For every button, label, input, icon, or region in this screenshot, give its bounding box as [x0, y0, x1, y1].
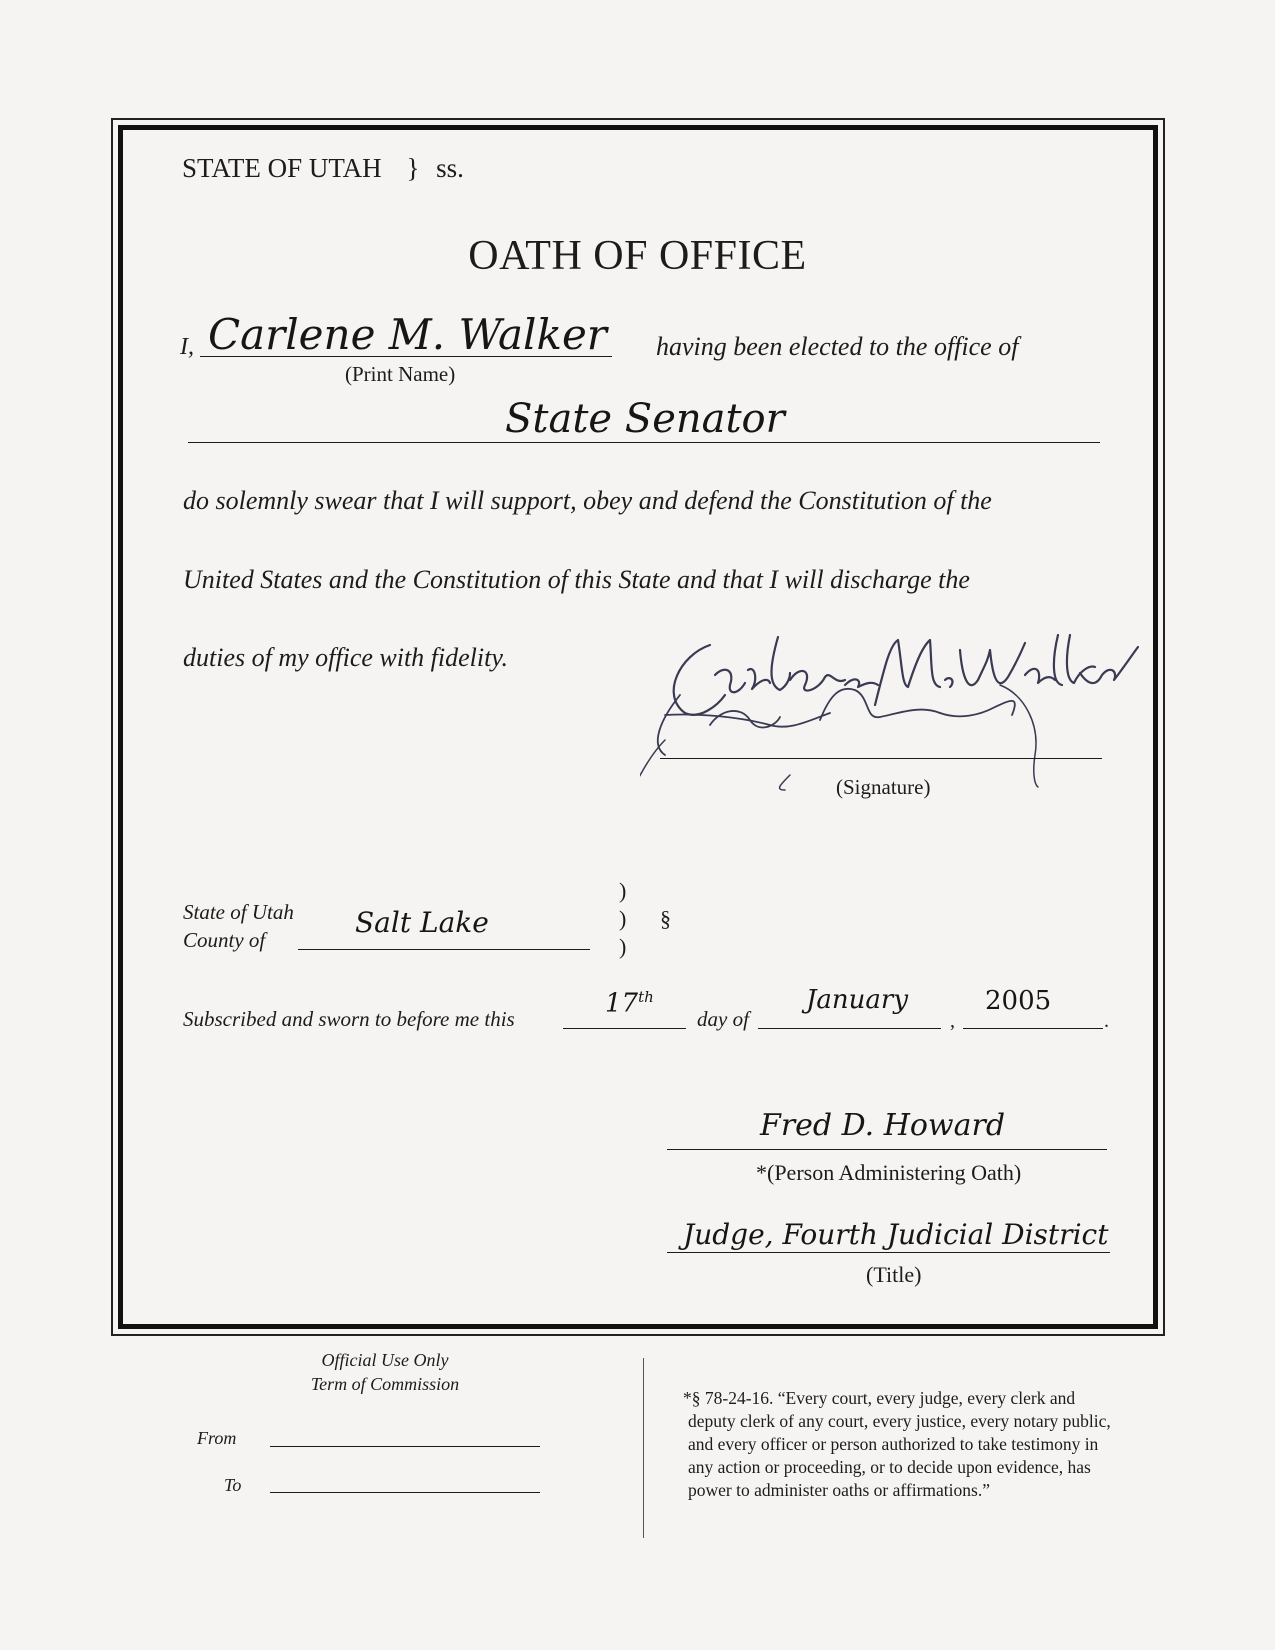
i-label: I, [180, 334, 194, 360]
office-value: State Senator [505, 396, 785, 442]
day-of-text: day of [697, 1007, 749, 1031]
day-line [563, 1028, 686, 1029]
page-title: OATH OF OFFICE [468, 233, 807, 279]
state-header [182, 153, 464, 184]
month-value: January [806, 985, 909, 1015]
print-name-caption: (Print Name) [345, 362, 456, 386]
footer-divider [643, 1358, 644, 1538]
footnote-line-1: *§ 78-24-16. “Every court, every judge, every clerk and [683, 1388, 1076, 1408]
signature-caption: (Signature) [836, 775, 931, 799]
county-line [298, 949, 590, 950]
print-name-value: Carlene M. Walker [208, 310, 607, 359]
footnote-line-3: and every officer or person authorized to take testimony in [688, 1434, 1099, 1454]
date-period: . [1104, 1010, 1109, 1032]
print-name-line [200, 356, 612, 357]
county-value: Salt Lake [355, 906, 489, 939]
header-brace: } [406, 153, 420, 183]
oath-body-line-2: United States and the Constitution of this State and that I will discharge the [183, 565, 970, 594]
footnote-line-5: power to administer oaths or affirmations.” [688, 1480, 990, 1500]
term-of-commission-heading: Term of Commission [310, 1374, 460, 1394]
administrator-name-value: Fred D. Howard [760, 1108, 1006, 1143]
administrator-title-line [667, 1252, 1110, 1253]
year-value: 2005 [985, 986, 1052, 1016]
header-ss: ss. [436, 153, 464, 183]
to-line [270, 1492, 540, 1493]
elected-text: having been elected to the office of [656, 332, 1019, 361]
office-line [188, 442, 1100, 443]
from-line [270, 1446, 540, 1447]
state-header-text: STATE OF UTAH [182, 153, 382, 183]
to-label: To [224, 1475, 242, 1495]
venue-paren-2: ) [619, 906, 627, 931]
administrator-name-caption: *(Person Administering Oath) [756, 1160, 1022, 1185]
administrator-title-caption: (Title) [866, 1262, 922, 1287]
day-number: 17 [605, 988, 639, 1019]
venue-section-mark: § [660, 906, 671, 931]
oath-body-line-1: do solemnly swear that I will support, obey and defend the Constitution of the [183, 486, 992, 515]
venue-paren-1: ) [619, 878, 627, 903]
footnote-line-2: deputy clerk of any court, every justice, every notary public, [688, 1411, 1111, 1431]
venue-paren-3: ) [619, 934, 627, 959]
venue-state-label: State of Utah [183, 900, 294, 924]
administrator-name-line [667, 1149, 1107, 1150]
signature-line [660, 758, 1102, 759]
year-line [963, 1028, 1103, 1029]
subscribed-lead-text: Subscribed and sworn to before me this [183, 1007, 515, 1031]
administrator-title-value: Judge, Fourth Judicial District [683, 1218, 1109, 1251]
oath-body-line-3: duties of my office with fidelity. [183, 643, 508, 672]
date-comma: , [950, 1010, 955, 1032]
from-label: From [197, 1428, 237, 1448]
footnote-line-4: any action or proceeding, or to decide upon evidence, has [688, 1457, 1091, 1477]
month-line [758, 1028, 941, 1029]
venue-county-label: County of [183, 928, 266, 952]
official-use-heading: Official Use Only [321, 1350, 449, 1370]
day-value [605, 988, 654, 1019]
day-suffix: th [638, 988, 654, 1006]
